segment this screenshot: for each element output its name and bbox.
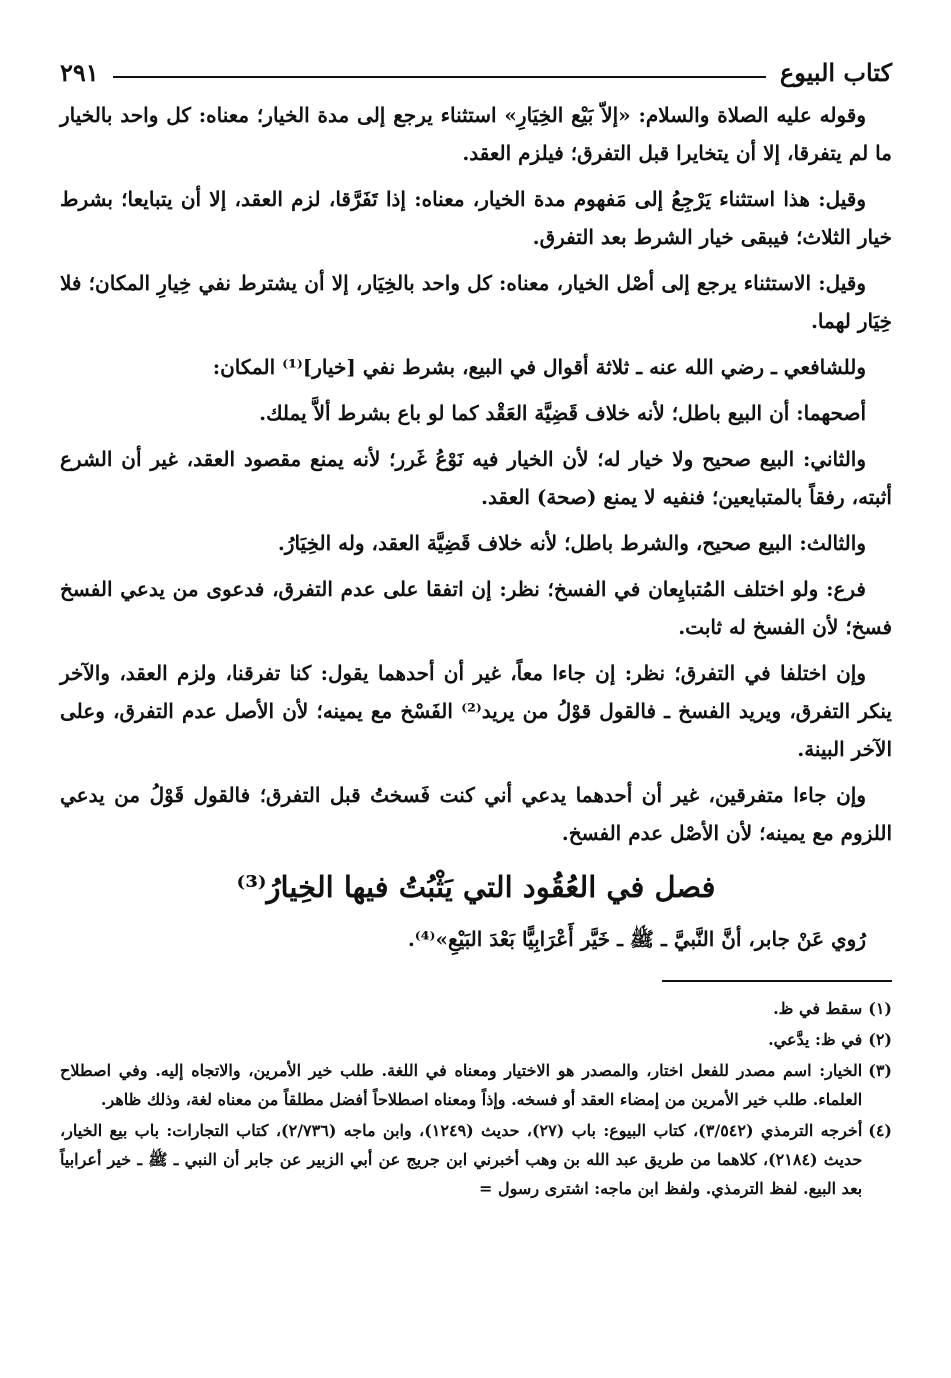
main-text bbox=[60, 96, 892, 958]
footnote-text: في ظ: يدَّعي. bbox=[768, 1030, 863, 1049]
footnote-number: (٢) bbox=[868, 1030, 892, 1049]
paragraph: والثاني: البيع صحيح ولا خيار له؛ لأن الخيار فيه نَوْعُ غَرر؛ لأنه يمنع مقصود العقد، غير أن الشرع أثبته، رفقاً بالمتبايعين؛ فنفيه لا يمنع (صحة) العقد. bbox=[60, 447, 892, 509]
paragraph: أصحهما: أن البيع باطل؛ لأنه خلاف قَضِيَّة العَقْد كما لو باع بشرط ألاَّ يملك. bbox=[259, 401, 866, 425]
paragraph: وقيل: الاستثناء يرجع إلى أصْل الخيار، معناه: كل واحد بالخِيَار، إلا أن يشترط نفي خِيارِ المكان؛ فلا خِيَار لهما. bbox=[60, 271, 892, 333]
paragraph: وللشافعي ـ رضي الله عنه ـ ثلاثة أقوال في البيع، بشرط نفي [خيار]⁽¹⁾ المكان: bbox=[212, 355, 866, 379]
footnote-separator-wrap bbox=[60, 958, 892, 992]
chapter-title: كتاب البيوع bbox=[779, 58, 892, 87]
footnote bbox=[60, 1116, 892, 1203]
footnotes bbox=[60, 994, 892, 1203]
page-number: ٢٩١ bbox=[60, 58, 99, 87]
page-header bbox=[60, 48, 892, 88]
header-rule bbox=[113, 76, 766, 78]
paragraph: والثالث: البيع صحيح، والشرط باطل؛ لأنه خلاف قَضِيَّة العقد، وله الخِيَارُ. bbox=[277, 531, 866, 555]
paragraph: وإن اختلفا في التفرق؛ نظر: إن جاءا معاً، غير أن أحدهما يقول: كنا تفرقنا، ولزم العقد، والآخر ينكر التفرق، ويريد الفسخ ـ فالقول قوْلُ من يريد⁽²⁾ الفَسْخ مع يمينه؛ لأن الأصل عدم التفرق، وعلى الآخر البينة. bbox=[60, 661, 892, 761]
paragraph: فرع: ولو اختلف المُتبايِعان في الفسخ؛ نظر: إن اتفقا على عدم التفرق، فدعوى من يدعي الفسخ فسخ؛ لأن الفسخ له ثابت. bbox=[60, 577, 892, 639]
book-page bbox=[60, 48, 892, 1203]
paragraph: وقوله عليه الصلاة والسلام: «إلاّ بَيْع الخِيَارِ» استثناء يرجع إلى مدة الخيار؛ معناه: كل واحد بالخيار ما لم يتفرقا، إلا أن يتخايرا قبل التفرق؛ فيلزم العقد. bbox=[60, 103, 892, 165]
footnote bbox=[60, 1025, 892, 1054]
section-heading: فصل في العُقُود التي يَثْبُتُ فيها الخِيارُ⁽³⁾ bbox=[236, 870, 716, 904]
footnote-number: (١) bbox=[868, 999, 892, 1018]
paragraph: وإن جاءا متفرقين، غير أن أحدهما يدعي أني كنت فَسختُ قبل التفرق؛ فالقول قَوْلُ من يدعي اللزوم مع يمينه؛ لأن الأصْل عدم الفسخ. bbox=[60, 783, 892, 845]
footnote-text: أخرجه الترمذي (٣/٥٤٢)، كتاب البيوع: باب (٢٧)، حديث (١٢٤٩)، وابن ماجه (٢/٧٣٦)، كتاب التجارات: باب بيع الخيار، حديث (٢١٨٤)، كلاهما من طريق عبد الله بن وهب أخبرني ابن جريج عن أبي الزبير عن جابر أن النبي ـ ﷺ ـ خير أعرابياً بعد البيع. لفظ الترمذي. ولفظ ابن ماجه: اشترى رسول = bbox=[60, 1121, 863, 1198]
hadith-text: رُوي عَنْ جابر، أنَّ النَّبيَّ ـ ﷺ ـ خَيَّر أَعْرَابِيًّا بَعْدَ البَيْعِ»⁽⁴⁾. bbox=[407, 927, 866, 951]
footnote bbox=[60, 994, 892, 1023]
footnote-text: سقط في ظ. bbox=[773, 999, 863, 1018]
footnote-number: (٤) bbox=[868, 1121, 892, 1140]
footnote-text: الخيار: اسم مصدر للفعل اختار، والمصدر هو الاختيار ومعناه في اللغة. طلب خير الأمرين، والاتجاه إليه. وفي اصطلاح العلماء. طلب خير الأمرين من إمضاء العقد أو فسخه. وإذاً ومعناه اصطلاحاً أفضل مطلقاً من معناه لغة، وذلك ظاهر. bbox=[60, 1061, 863, 1109]
footnote-separator bbox=[662, 980, 892, 982]
paragraph: وقيل: هذا استثناء يَرْجِعُ إلى مَفهوم مدة الخيار، معناه: إذا تَفَرَّقا، لزم العقد، إلا أن يتبايعا؛ بشرط خيار الثلاث؛ فيبقى خيار الشرط بعد التفرق. bbox=[60, 187, 892, 249]
footnote-number: (٣) bbox=[868, 1061, 892, 1080]
footnote bbox=[60, 1056, 892, 1114]
